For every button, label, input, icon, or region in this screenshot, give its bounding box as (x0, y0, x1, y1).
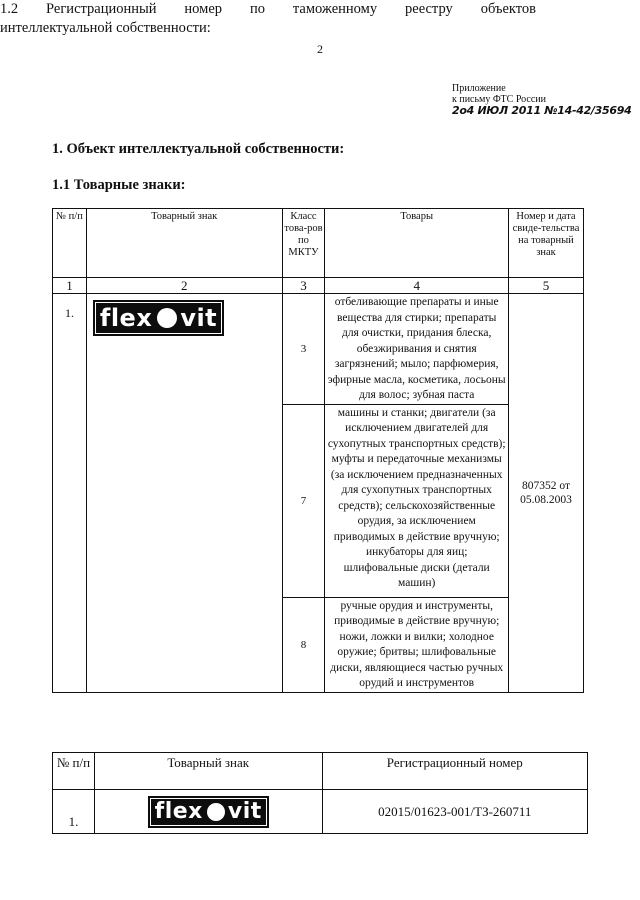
title-word: по (249, 1, 265, 17)
column-number: 1 (53, 278, 87, 294)
class-value: 3 (282, 294, 325, 405)
column-number: 5 (508, 278, 583, 294)
appendix-line2: к письму ФТС России (452, 94, 546, 105)
column-numbers-row (53, 278, 584, 294)
header-registration-number: Регистрационный номер (322, 753, 587, 790)
section-1-2-title-line1 (0, 0, 536, 19)
column-number: 4 (325, 278, 509, 294)
header-number: № п/п (53, 753, 95, 790)
table-row (53, 294, 584, 405)
logo-text-right: vit (227, 799, 262, 824)
goods-description: ручные орудия и инструменты, приводимые в действие вручную; ножи, ложки и вилки; холодное оружие; бритвы; шлифовальные диски, являющиеся частью ручных орудий и инструментов (325, 597, 509, 692)
flexovit-logo (148, 796, 269, 828)
header-trademark: Товарный знак (94, 753, 322, 790)
appendix-note (452, 83, 631, 116)
trademark-cell (86, 294, 282, 693)
header-certificate: Номер и дата свиде-тельства на товарный знак (508, 209, 583, 278)
section-1-title: 1. Объект интеллектуальной собственности: (52, 141, 345, 157)
class-value: 8 (282, 597, 325, 692)
row-number: 1. (53, 790, 95, 834)
header-class: Класс това-ров по МКТУ (282, 209, 325, 278)
table-row (53, 790, 588, 834)
section-1-2-title (0, 0, 536, 38)
title-word: объектов (480, 1, 536, 17)
title-word: 1.2 (0, 1, 19, 17)
logo-circle-icon (157, 308, 177, 328)
logo-circle-icon (207, 803, 225, 821)
row-number: 1. (53, 294, 87, 693)
section-1-1-title: 1.1 Товарные знаки: (52, 177, 186, 193)
column-number: 3 (282, 278, 325, 294)
handwritten-date-number: 2о4 ИЮЛ 2011 №14-42/35694 (452, 104, 632, 117)
title-word: номер (184, 1, 223, 17)
trademark-cell (94, 790, 322, 834)
header-number: № п/п (53, 209, 87, 278)
logo-text-left: flex (99, 304, 153, 332)
title-word: Регистрационный (46, 1, 157, 17)
title-word: таможенному (292, 1, 378, 17)
goods-description: машины и станки; двигатели (за исключением двигателей для сухопутных транспортных средств); муфты и передаточные механизмы (за исключением предназначенных для сухопутных транспортных средств); сельскохозяйственные орудия, за исключением приводимых в действие вручную; инкубаторы для яиц; шлифовальные диски (детали машин) (325, 404, 509, 597)
table-header-row (53, 209, 584, 278)
appendix-line1: Приложение (452, 83, 506, 94)
registration-number: 02015/01623-001/ТЗ-260711 (322, 790, 587, 834)
class-value: 7 (282, 404, 325, 597)
certificate-number-date: 807352 от 05.08.2003 (508, 294, 583, 693)
customs-register-table (52, 752, 588, 834)
logo-text-right: vit (180, 304, 218, 332)
goods-description: отбеливающие препараты и иные вещества для стирки; препараты для очистки, придания блеска, обезжиривания и снятия загрязнений; мыло; парфюмерия, эфирные масла, косметика, лосьоны для волос; зубная паста (325, 294, 509, 405)
logo-text-left: flex (154, 799, 203, 824)
flexovit-logo (93, 300, 224, 336)
header-goods: Товары (325, 209, 509, 278)
trademarks-table (52, 208, 584, 693)
section-1-2-title-line2: интеллектуальной собственности: (0, 20, 211, 36)
header-trademark: Товарный знак (86, 209, 282, 278)
page-number: 2 (317, 42, 323, 56)
table-header-row (53, 753, 588, 790)
column-number: 2 (86, 278, 282, 294)
title-word: реестру (405, 1, 453, 17)
